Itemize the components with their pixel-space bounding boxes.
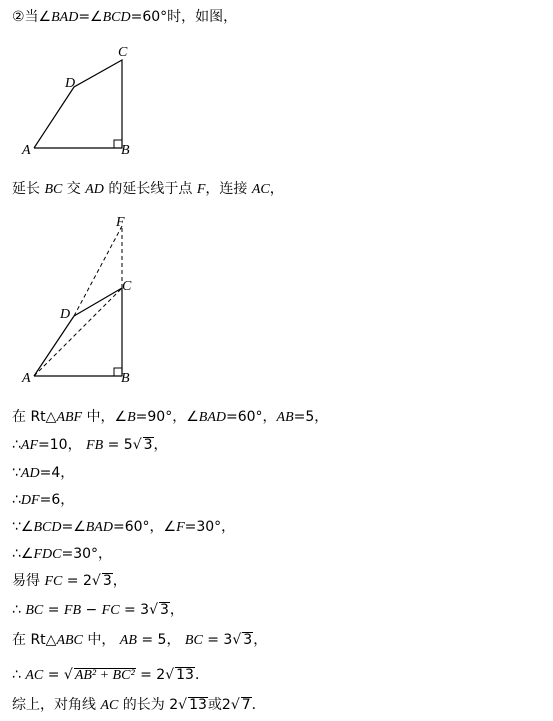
text: FC — [101, 603, 120, 618]
text: ， — [153, 437, 168, 453]
text: ∴ — [12, 602, 26, 618]
text: ②当∠ — [12, 9, 52, 25]
text: ， — [169, 602, 184, 618]
text: =∠ — [78, 9, 103, 25]
radicand: 3 — [243, 632, 253, 648]
text: = — [43, 602, 64, 618]
text: AC — [100, 698, 119, 713]
text: ， — [269, 181, 284, 197]
sqrt-sign: √ — [149, 602, 158, 618]
radicand: 7 — [241, 697, 251, 713]
text: AD — [20, 466, 40, 481]
text: 延长 — [12, 181, 45, 197]
text: =30°， — [184, 519, 236, 535]
sqrt-sign: √ — [230, 697, 240, 713]
text: ∵∠ — [12, 519, 34, 535]
quadrilateral-abcd — [34, 60, 122, 148]
text: DF — [20, 493, 40, 508]
text: AB — [276, 410, 294, 425]
text: B — [127, 410, 136, 425]
label-c: C — [122, 279, 132, 294]
label-d: D — [65, 76, 76, 91]
radicand: 3 — [102, 573, 112, 589]
text: 易得 — [12, 573, 45, 589]
text: AC — [251, 182, 270, 197]
text-line-1 — [12, 6, 237, 26]
text: 的长为 2 — [118, 697, 179, 713]
text-line-3 — [12, 406, 328, 426]
text: 的延长线于点 — [103, 181, 197, 197]
text: ， — [253, 632, 268, 648]
figure-1-quadrilateral — [18, 40, 148, 160]
radicand: 3 — [143, 437, 153, 453]
label-b: B — [121, 143, 130, 158]
text: AB — [119, 633, 137, 648]
figure-2-extended — [18, 210, 158, 390]
text: ABF — [56, 410, 83, 425]
text: = 3 — [119, 602, 150, 618]
text: BCD — [102, 10, 131, 25]
text-line-10 — [12, 599, 184, 619]
radicand: 13 — [189, 697, 207, 713]
label-f: F — [116, 215, 125, 230]
text: BAD — [85, 520, 113, 535]
text: BAD — [198, 410, 226, 425]
text: = — [43, 667, 64, 683]
text: ∴ — [12, 437, 21, 453]
text: =10， — [38, 437, 87, 453]
text-line-7 — [12, 516, 235, 536]
text: ， — [112, 573, 127, 589]
radicand: 3 — [160, 602, 169, 618]
text: F — [176, 520, 185, 535]
text: = 2 — [62, 573, 92, 589]
text: 中，∠ — [82, 409, 128, 425]
label-a: A — [22, 371, 31, 386]
text: = 5， — [136, 632, 185, 648]
text: = 5 — [103, 437, 133, 453]
dashed-ac — [34, 288, 122, 376]
text: =60°， — [226, 409, 277, 425]
text: ∴ — [12, 492, 21, 508]
text: =60°，∠ — [112, 519, 177, 535]
sqrt-sign: √ — [63, 667, 73, 683]
text: = 2 — [135, 667, 166, 683]
text-line-12 — [12, 664, 209, 684]
text-line-5 — [12, 462, 74, 482]
sqrt-sign: √ — [132, 437, 142, 453]
text: ． — [194, 667, 209, 683]
text: AD — [85, 182, 104, 197]
text: 在 Rt△ — [12, 632, 57, 648]
text: BCD — [33, 520, 62, 535]
sqrt-sign: √ — [178, 697, 188, 713]
text: =6， — [39, 492, 75, 508]
text-line-8 — [12, 543, 112, 563]
text: =30°， — [61, 546, 113, 562]
text: BC — [44, 182, 63, 197]
text: ． — [251, 697, 266, 713]
text: = 3 — [202, 632, 233, 648]
text: ∴ — [12, 667, 26, 683]
text: =90°，∠ — [135, 409, 199, 425]
text: BC — [184, 633, 203, 648]
segment-ad — [34, 316, 74, 376]
text-line-9 — [12, 570, 127, 590]
text: FB — [86, 438, 104, 453]
text-line-11 — [12, 629, 267, 649]
text: FDC — [33, 547, 62, 562]
text-line-13 — [12, 694, 266, 714]
sqrt-sign: √ — [232, 632, 242, 648]
sqrt-sign: √ — [91, 573, 101, 589]
text: =60°时，如图， — [130, 9, 238, 25]
label-a: A — [22, 143, 31, 158]
radicand: AB² + BC² — [74, 668, 135, 683]
radicand: 13 — [176, 667, 194, 683]
label-c: C — [118, 45, 128, 60]
text: 中， — [82, 632, 120, 648]
text-line-4 — [12, 434, 168, 454]
text: ∵ — [12, 465, 21, 481]
text-line-6 — [12, 489, 74, 509]
text: =∠ — [61, 519, 86, 535]
text: BC — [25, 603, 44, 618]
sqrt-sign: √ — [165, 667, 175, 683]
text: F — [196, 182, 206, 197]
text: AF — [20, 438, 39, 453]
text: 或2 — [207, 697, 231, 713]
text: ，连接 — [205, 181, 252, 197]
text: 综上，对角线 — [12, 697, 101, 713]
text: BAD — [51, 10, 79, 25]
text: 在 Rt△ — [12, 409, 57, 425]
label-b: B — [121, 371, 130, 386]
text: =4， — [39, 465, 75, 481]
text: ∴∠ — [12, 546, 34, 562]
text: FC — [44, 574, 63, 589]
text: FB — [63, 603, 81, 618]
text: − — [81, 602, 102, 618]
text: 交 — [62, 181, 86, 197]
text: ABC — [56, 633, 83, 648]
text-line-2 — [12, 178, 284, 198]
text: AC — [25, 668, 44, 683]
label-d: D — [60, 307, 71, 322]
text: =5， — [293, 409, 329, 425]
